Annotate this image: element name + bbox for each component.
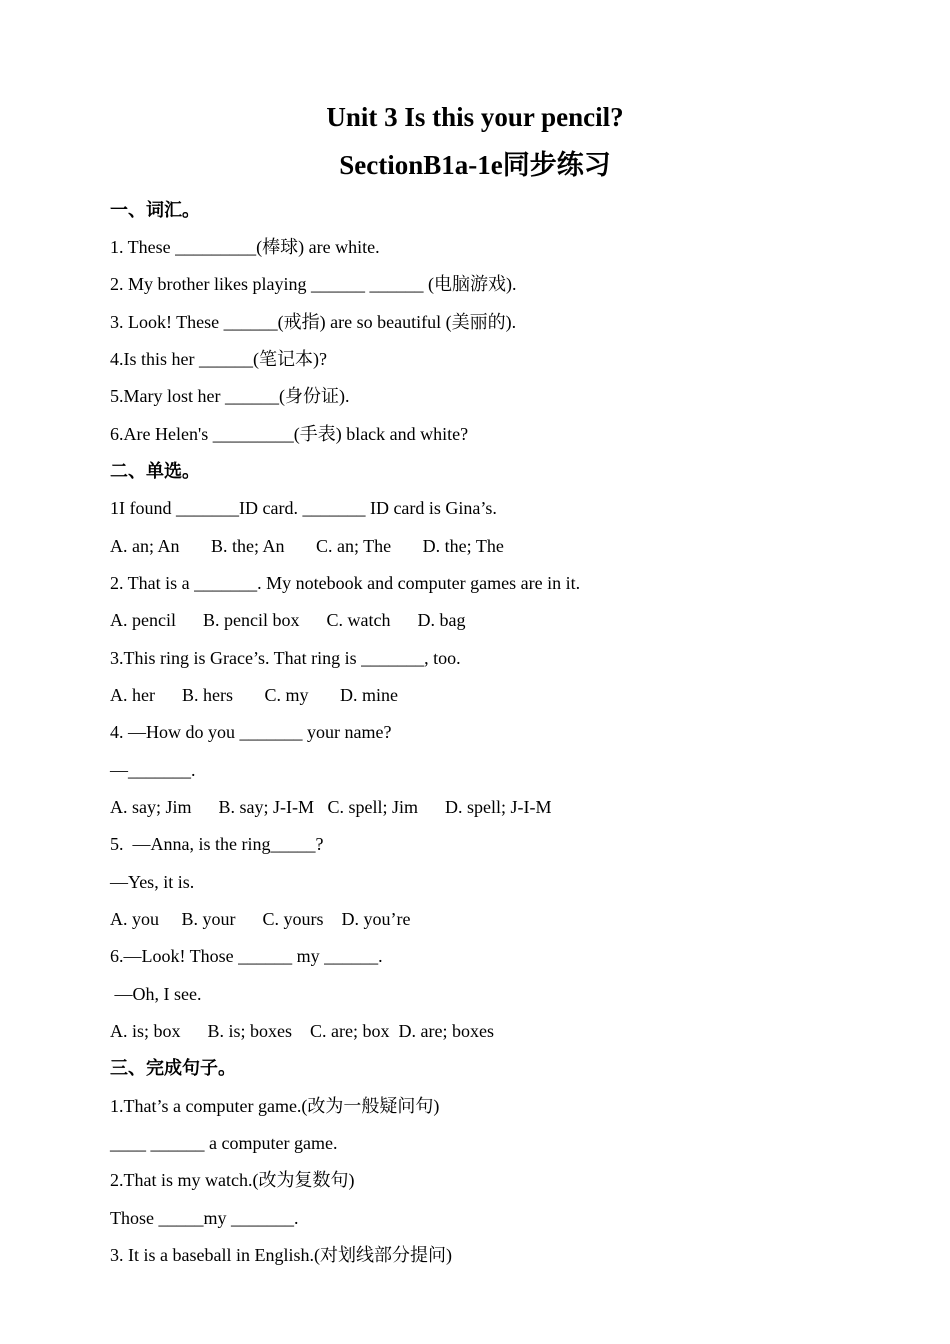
- page-subtitle: SectionB1a-1e同步练习: [339, 150, 611, 180]
- question-line: 6.—Look! Those ______ my ______.: [110, 946, 383, 966]
- question-line: 5. —Anna, is the ring_____?: [110, 834, 324, 854]
- question-line: 1. These _________(棒球) are white.: [110, 237, 380, 257]
- options-line: A. her B. hers C. my D. mine: [110, 685, 398, 705]
- options-line: A. pencil B. pencil box C. watch D. bag: [110, 610, 466, 630]
- question-line: 1.That’s a computer game.(改为一般疑问句): [110, 1096, 440, 1116]
- section-heading-multiple-choice: 二、单选。: [110, 461, 200, 481]
- page-title: Unit 3 Is this your pencil?: [326, 102, 624, 132]
- question-line: 6.Are Helen's _________(手表) black and white?: [110, 424, 469, 444]
- answer-line: ____ ______ a computer game.: [110, 1133, 338, 1153]
- answer-line: —Yes, it is.: [110, 872, 195, 892]
- question-line: 4. —How do you _______ your name?: [110, 722, 392, 742]
- question-line: 4.Is this her ______(笔记本)?: [110, 349, 327, 369]
- question-line: 3. Look! These ______(戒指) are so beautiful (美丽的).: [110, 312, 517, 332]
- options-line: A. is; box B. is; boxes C. are; box D. are; boxes: [110, 1021, 494, 1041]
- options-line: A. an; An B. the; An C. an; The D. the; The: [110, 536, 504, 556]
- section-heading-vocabulary: 一、词汇。: [110, 200, 200, 220]
- question-line: 3. It is a baseball in English.(对划线部分提问): [110, 1245, 452, 1265]
- question-line: 3.This ring is Grace’s. That ring is _______, too.: [110, 648, 461, 668]
- question-line: 2.That is my watch.(改为复数句): [110, 1170, 355, 1190]
- answer-line: —Oh, I see.: [110, 984, 202, 1004]
- section-heading-complete-sentences: 三、完成句子。: [110, 1058, 236, 1078]
- question-line: 2. My brother likes playing ______ ______ (电脑游戏).: [110, 274, 517, 294]
- question-line: 2. That is a _______. My notebook and computer games are in it.: [110, 573, 581, 593]
- options-line: A. say; Jim B. say; J-I-M C. spell; Jim D. spell; J-I-M: [110, 797, 552, 817]
- question-line: 1I found _______ID card. _______ ID card is Gina’s.: [110, 498, 497, 518]
- options-line: A. you B. your C. yours D. you’re: [110, 909, 411, 929]
- question-line: 5.Mary lost her ______(身份证).: [110, 386, 350, 406]
- answer-line: Those _____my _______.: [110, 1208, 299, 1228]
- answer-line: —_______.: [110, 760, 196, 780]
